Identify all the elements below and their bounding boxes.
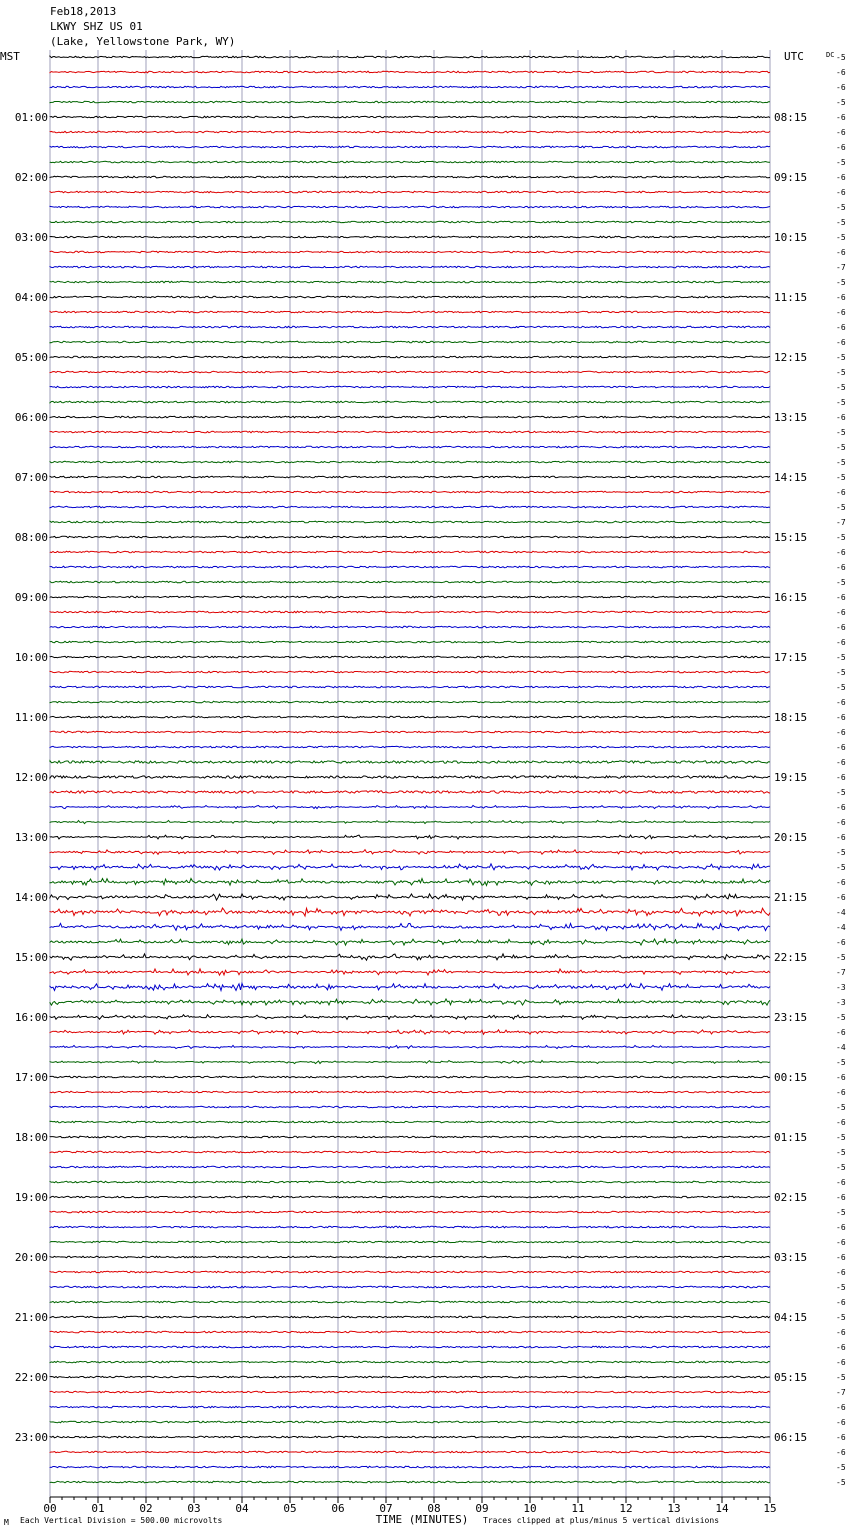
dc-offset-label: -5: [836, 158, 846, 167]
dc-offset-label: -5: [836, 503, 846, 512]
seismic-trace: [50, 776, 770, 778]
dc-offset-label: -6: [836, 143, 846, 152]
dc-offset-label: -5: [836, 398, 846, 407]
seismic-trace: [50, 326, 770, 328]
seismic-trace: [50, 386, 770, 388]
mst-hour-label: 20:00: [14, 1251, 48, 1264]
seismic-trace: [50, 1015, 770, 1020]
seismic-trace: [50, 835, 770, 839]
dc-offset-label: -5: [836, 863, 846, 872]
dc-offset-label: -6: [836, 1403, 846, 1412]
dc-offset-label: -5: [836, 53, 846, 62]
utc-hour-label: 01:15: [774, 1131, 808, 1144]
seismic-trace: [50, 131, 770, 133]
dc-offset-label: -6: [836, 1178, 846, 1187]
x-axis-title: TIME (MINUTES): [375, 1513, 469, 1526]
seismic-trace: [50, 954, 770, 960]
seismic-trace: [50, 746, 770, 748]
dc-offset-label: -5: [836, 668, 846, 677]
utc-hour-label: 02:15: [774, 1191, 808, 1204]
dc-offset-label: -6: [836, 833, 846, 842]
seismic-trace: [50, 1211, 770, 1213]
dc-offset-label: -5: [836, 368, 846, 377]
seismic-trace: [50, 461, 770, 463]
seismic-trace: [50, 761, 770, 763]
seismic-trace: [50, 1106, 770, 1108]
utc-hour-label: 06:15: [774, 1431, 808, 1444]
utc-hour-label: 04:15: [774, 1311, 808, 1324]
dc-offset-label: -6: [836, 1238, 846, 1247]
dc-offset-label: -5: [836, 203, 846, 212]
dc-offset-label: -6: [836, 293, 846, 302]
dc-offset-label: -6: [836, 563, 846, 572]
mst-hour-label: 15:00: [14, 951, 48, 964]
utc-hour-label: 19:15: [774, 771, 808, 784]
seismic-trace: [50, 311, 770, 313]
utc-hour-label: 00:15: [774, 1071, 808, 1084]
seismic-trace: [50, 341, 770, 343]
seismic-trace: [50, 641, 770, 643]
seismic-trace: [50, 146, 770, 148]
seismic-trace: [50, 1121, 770, 1123]
seismic-trace: [50, 1406, 770, 1408]
mst-hour-label: 18:00: [14, 1131, 48, 1144]
utc-hour-label: 10:15: [774, 231, 808, 244]
dc-offset-label: -6: [836, 1193, 846, 1202]
seismic-trace: [50, 566, 770, 568]
dc-offset-label: -6: [836, 1298, 846, 1307]
dc-offset-label: -6: [836, 1328, 846, 1337]
dc-offset-label: -5: [836, 278, 846, 287]
dc-offset-label: -6: [836, 1268, 846, 1277]
seismic-trace: [50, 371, 770, 373]
seismic-trace: [50, 596, 770, 598]
seismic-trace: [50, 536, 770, 538]
dc-offset-label: -7: [836, 263, 846, 272]
seismic-trace: [50, 101, 770, 103]
seismic-trace: [50, 551, 770, 553]
dc-offset-label: -5: [836, 233, 846, 242]
utc-hour-label: 16:15: [774, 591, 808, 604]
seismic-trace: [50, 1391, 770, 1393]
dc-offset-label: -7: [836, 968, 846, 977]
dc-offset-label: -5: [836, 1013, 846, 1022]
utc-hour-label: 12:15: [774, 351, 808, 364]
dc-offset-label: -6: [836, 1028, 846, 1037]
scale-note: Each Vertical Division = 500.00 microvolts: [20, 1516, 223, 1525]
seismic-trace: [50, 1301, 770, 1303]
mst-hour-label: 02:00: [14, 171, 48, 184]
seismic-trace: [50, 581, 770, 583]
seismic-trace: [50, 983, 770, 990]
dc-offset-label: -6: [836, 698, 846, 707]
dc-offset-label: -3: [836, 983, 846, 992]
dc-offset-label: -7: [836, 518, 846, 527]
seismic-trace: [50, 1316, 770, 1318]
x-tick-label: 10: [523, 1502, 537, 1515]
x-tick-label: 15: [763, 1502, 777, 1515]
dc-offset-label: -6: [836, 1343, 846, 1352]
location-label: (Lake, Yellowstone Park, WY): [50, 35, 236, 48]
dc-offset-label: -5: [836, 218, 846, 227]
dc-offset-label: -6: [836, 338, 846, 347]
x-tick-label: 07: [379, 1502, 393, 1515]
seismic-trace: [50, 191, 770, 193]
utc-hour-label: 14:15: [774, 471, 808, 484]
mst-hour-label: 08:00: [14, 531, 48, 544]
dc-offset-label: -6: [836, 68, 846, 77]
seismic-trace: [50, 923, 770, 930]
seismic-trace: [50, 1196, 770, 1198]
seismic-trace: [50, 1151, 770, 1153]
seismic-trace: [50, 476, 770, 478]
dc-offset-label: -5: [836, 533, 846, 542]
seismic-trace: [50, 671, 770, 673]
utc-hour-label: 17:15: [774, 651, 808, 664]
dc-offset-label: -6: [836, 1253, 846, 1262]
dc-offset-label: -6: [836, 743, 846, 752]
seismic-trace: [50, 908, 770, 916]
dc-offset-label: -6: [836, 83, 846, 92]
seismic-trace: [50, 1346, 770, 1348]
dc-offset-label: -6: [836, 878, 846, 887]
mst-hour-label: 06:00: [14, 411, 48, 424]
mst-hour-label: 05:00: [14, 351, 48, 364]
clip-note: Traces clipped at plus/minus 5 vertical divisions: [483, 1516, 720, 1525]
utc-hour-label: 23:15: [774, 1011, 808, 1024]
dc-offset-label: -6: [836, 413, 846, 422]
seismic-trace: [50, 86, 770, 88]
seismic-trace: [50, 894, 770, 900]
x-tick-label: 03: [187, 1502, 201, 1515]
seismic-trace: [50, 1481, 770, 1483]
dc-offset-label: -5: [836, 1208, 846, 1217]
dc-offset-label: -6: [836, 113, 846, 122]
dc-offset-label: -5: [836, 98, 846, 107]
utc-hour-label: 20:15: [774, 831, 808, 844]
dc-offset-label: -7: [836, 1388, 846, 1397]
dc-offset-label: -6: [836, 803, 846, 812]
x-tick-label: 02: [139, 1502, 153, 1515]
seismic-trace: [50, 1421, 770, 1423]
seismic-trace: [50, 1181, 770, 1183]
dc-offset-label: -6: [836, 728, 846, 737]
dc-offset-label: -6: [836, 623, 846, 632]
seismic-trace: [50, 686, 770, 688]
x-tick-label: 11: [571, 1502, 585, 1515]
dc-offset-label: -6: [836, 548, 846, 557]
utc-hour-label: 05:15: [774, 1371, 808, 1384]
seismic-trace: [50, 296, 770, 298]
seismic-trace: [50, 176, 770, 178]
mst-hour-label: 17:00: [14, 1071, 48, 1084]
seismic-trace: [50, 401, 770, 403]
dc-offset-label: -6: [836, 1433, 846, 1442]
dc-offset-label: -6: [836, 1118, 846, 1127]
dc-offset-label: -5: [836, 1058, 846, 1067]
mst-hour-label: 01:00: [14, 111, 48, 124]
mst-hour-label: 09:00: [14, 591, 48, 604]
seismic-trace: [50, 1361, 770, 1363]
seismic-trace: [50, 1045, 770, 1048]
seismic-trace: [50, 1376, 770, 1378]
dc-offset-label: -6: [836, 128, 846, 137]
seismic-trace: [50, 431, 770, 433]
seismic-trace: [50, 656, 770, 658]
dc-offset-label: -5: [836, 428, 846, 437]
seismic-trace: [50, 791, 770, 793]
x-tick-label: 00: [43, 1502, 57, 1515]
seismic-trace: [50, 1271, 770, 1273]
mst-hour-label: 16:00: [14, 1011, 48, 1024]
dc-offset-label: -5: [836, 383, 846, 392]
mst-hour-label: 14:00: [14, 891, 48, 904]
mst-hour-label: 22:00: [14, 1371, 48, 1384]
seismic-trace: [50, 611, 770, 613]
seismic-trace: [50, 999, 770, 1005]
seismic-trace: [50, 626, 770, 628]
dc-offset-label: -5: [836, 1478, 846, 1487]
seismic-trace: [50, 116, 770, 118]
seismic-trace: [50, 1060, 770, 1063]
seismic-trace: [50, 506, 770, 508]
seismic-trace: [50, 1286, 770, 1288]
date-label: Feb18,2013: [50, 5, 117, 18]
utc-hour-label: 22:15: [774, 951, 808, 964]
x-tick-label: 08: [427, 1502, 441, 1515]
seismic-trace: [50, 236, 770, 238]
dc-offset-label: -5: [836, 1148, 846, 1157]
dc-offset-label: -5: [836, 1463, 846, 1472]
mst-hour-label: 19:00: [14, 1191, 48, 1204]
dc-offset-label: -6: [836, 893, 846, 902]
seismic-trace: [50, 266, 770, 268]
dc-offset-label: -5: [836, 1133, 846, 1142]
dc-offset-label: -6: [836, 173, 846, 182]
seismic-trace: [50, 1451, 770, 1453]
x-tick-label: 04: [235, 1502, 249, 1515]
dc-offset-label: -4: [836, 923, 846, 932]
mst-hour-label: 21:00: [14, 1311, 48, 1324]
seismic-trace: [50, 1030, 770, 1034]
seismic-trace: [50, 850, 770, 855]
dc-offset-label: -6: [836, 1418, 846, 1427]
seismic-trace: [50, 356, 770, 358]
utc-hour-label: 15:15: [774, 531, 808, 544]
seismic-trace: [50, 1241, 770, 1243]
x-tick-label: 12: [619, 1502, 633, 1515]
mst-hour-label: 07:00: [14, 471, 48, 484]
dc-offset-label: -6: [836, 638, 846, 647]
x-tick-label: 14: [715, 1502, 729, 1515]
x-tick-label: 05: [283, 1502, 297, 1515]
dc-offset-label: -5: [836, 1373, 846, 1382]
seismic-trace: [50, 521, 770, 523]
mst-hour-label: 03:00: [14, 231, 48, 244]
x-tick-label: 06: [331, 1502, 345, 1515]
x-tick-label: 09: [475, 1502, 489, 1515]
seismic-trace: [50, 1256, 770, 1258]
seismic-trace: [50, 56, 770, 58]
seismic-trace: [50, 878, 770, 885]
mst-hour-label: 23:00: [14, 1431, 48, 1444]
seismic-trace: [50, 1136, 770, 1138]
seismic-trace: [50, 805, 770, 808]
corner-mark: M: [4, 1518, 9, 1527]
mst-hour-label: 11:00: [14, 711, 48, 724]
seismic-trace: [50, 1436, 770, 1438]
dc-offset-label: -5: [836, 683, 846, 692]
utc-hour-label: 21:15: [774, 891, 808, 904]
seismic-trace: [50, 416, 770, 418]
dc-offset-label: -5: [836, 1283, 846, 1292]
dc-offset-label: -6: [836, 773, 846, 782]
seismic-trace: [50, 820, 770, 823]
dc-offset-label: -5: [836, 1103, 846, 1112]
seismic-trace: [50, 969, 770, 975]
station-label: LKWY SHZ US 01: [50, 20, 143, 33]
utc-hour-label: 18:15: [774, 711, 808, 724]
utc-hour-label: 09:15: [774, 171, 808, 184]
seismic-trace: [50, 161, 770, 163]
dc-offset-label: -5: [836, 443, 846, 452]
dc-offset-label: -5: [836, 788, 846, 797]
seismic-trace: [50, 221, 770, 223]
mst-hour-label: 04:00: [14, 291, 48, 304]
dc-offset-label: -3: [836, 998, 846, 1007]
seismic-trace: [50, 716, 770, 718]
dc-offset-label: -4: [836, 1043, 846, 1052]
dc-offset-label: -6: [836, 758, 846, 767]
dc-offset-label: -6: [836, 308, 846, 317]
seismic-trace: [50, 1466, 770, 1468]
dc-offset-label: -6: [836, 938, 846, 947]
utc-hour-label: 13:15: [774, 411, 808, 424]
dc-offset-label: -5: [836, 353, 846, 362]
x-tick-label: 01: [91, 1502, 105, 1515]
seismic-trace: [50, 71, 770, 73]
seismic-trace: [50, 446, 770, 448]
dc-offset-label: -5: [836, 1313, 846, 1322]
dc-offset-label: -5: [836, 953, 846, 962]
dc-offset-label: -6: [836, 818, 846, 827]
seismic-trace: [50, 281, 770, 283]
mst-timezone-label: MST: [0, 50, 20, 63]
dc-offset-label: -6: [836, 248, 846, 257]
seismic-trace: [50, 864, 770, 870]
dc-offset-label: -6: [836, 1358, 846, 1367]
dc-offset-label: -4: [836, 908, 846, 917]
dc-offset-label: -6: [836, 1223, 846, 1232]
seismic-trace: [50, 701, 770, 703]
dc-offset-label: -6: [836, 1448, 846, 1457]
x-tick-label: 13: [667, 1502, 681, 1515]
seismic-trace: [50, 1226, 770, 1228]
seismic-trace: [50, 731, 770, 733]
seismic-trace: [50, 1166, 770, 1168]
seismic-trace: [50, 939, 770, 945]
dc-offset-label: -6: [836, 608, 846, 617]
dc-offset-label: -5: [836, 473, 846, 482]
mst-hour-label: 10:00: [14, 651, 48, 664]
seismic-trace: [50, 1076, 770, 1078]
utc-hour-label: 03:15: [774, 1251, 808, 1264]
seismic-trace: [50, 251, 770, 253]
mst-hour-label: 12:00: [14, 771, 48, 784]
seismic-trace: [50, 491, 770, 493]
dc-header-label: DC: [826, 51, 835, 59]
dc-offset-label: -6: [836, 323, 846, 332]
dc-offset-label: -6: [836, 1073, 846, 1082]
dc-offset-label: -5: [836, 578, 846, 587]
seismic-trace: [50, 206, 770, 208]
dc-offset-label: -5: [836, 458, 846, 467]
dc-offset-label: -5: [836, 848, 846, 857]
dc-offset-label: -6: [836, 1088, 846, 1097]
dc-offset-label: -6: [836, 713, 846, 722]
dc-offset-label: -5: [836, 653, 846, 662]
utc-hour-label: 08:15: [774, 111, 808, 124]
dc-offset-label: -5: [836, 1163, 846, 1172]
mst-hour-label: 13:00: [14, 831, 48, 844]
dc-offset-label: -6: [836, 488, 846, 497]
utc-hour-label: 11:15: [774, 291, 808, 304]
seismic-trace: [50, 1091, 770, 1093]
utc-timezone-label: UTC: [784, 50, 804, 63]
dc-offset-label: -6: [836, 188, 846, 197]
seismic-trace: [50, 1331, 770, 1333]
dc-offset-label: -6: [836, 593, 846, 602]
